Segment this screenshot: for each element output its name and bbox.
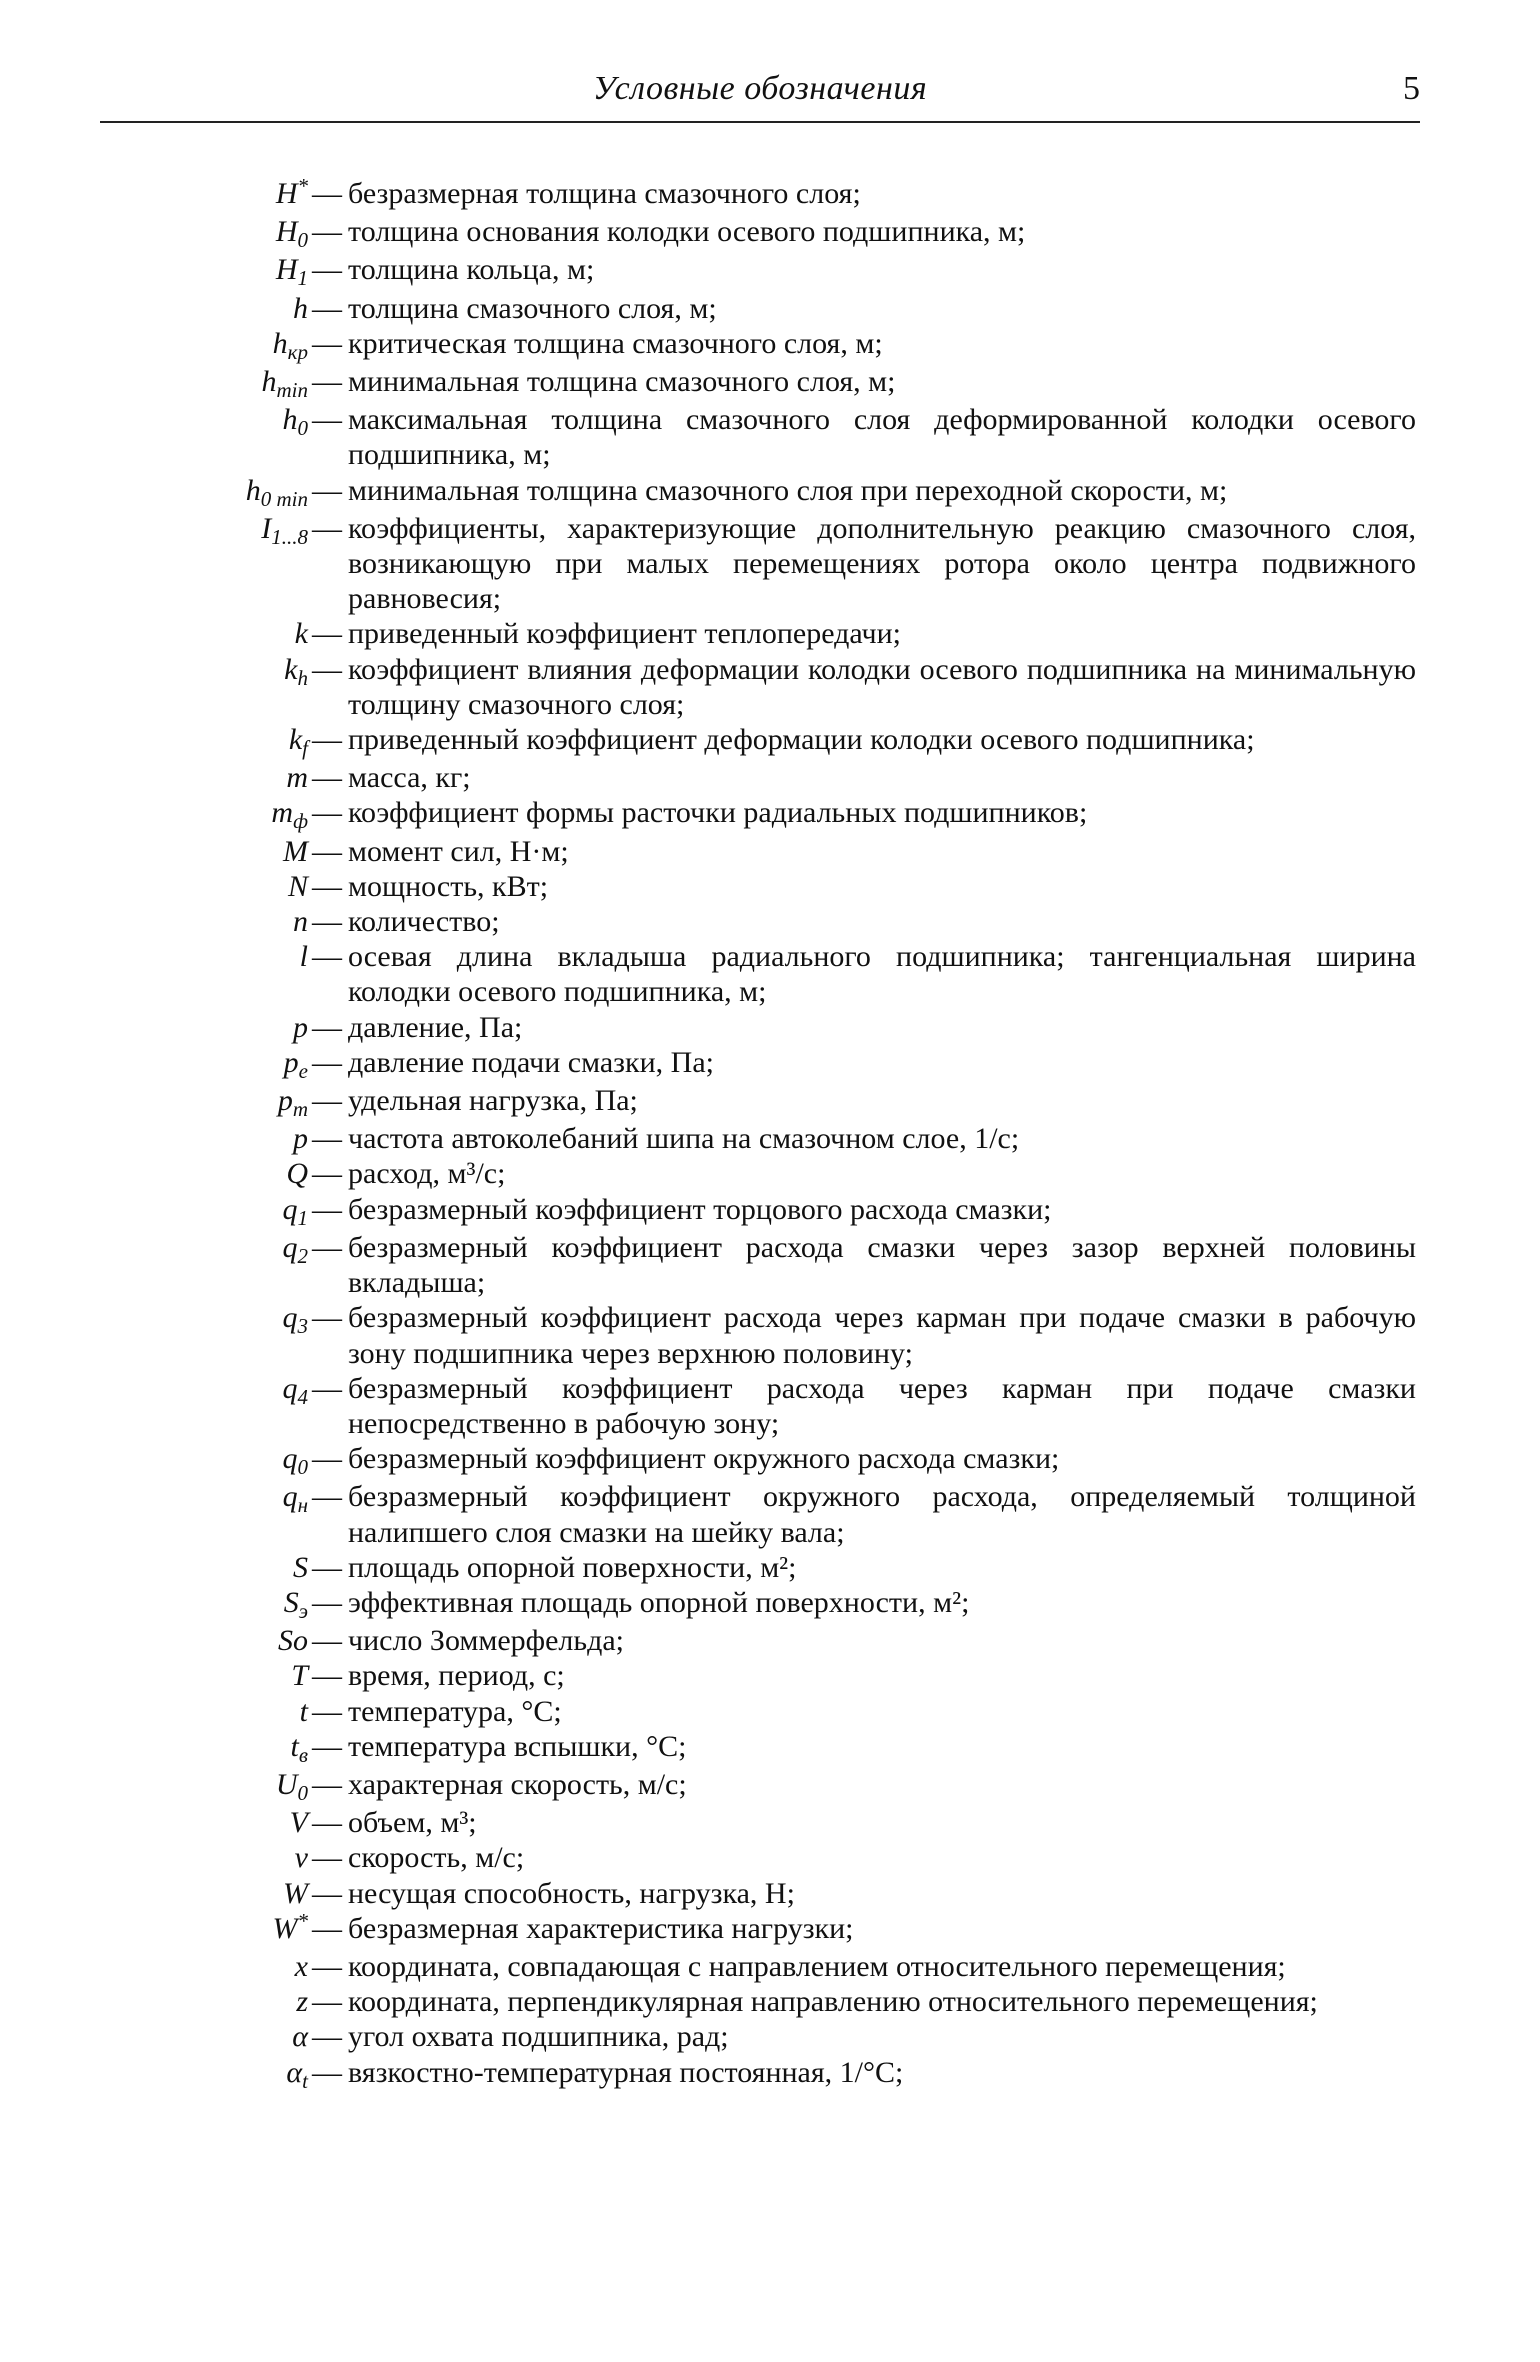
notation-symbol bbox=[160, 1623, 308, 1658]
notation-symbol bbox=[160, 1371, 308, 1409]
em-dash: — bbox=[312, 1480, 342, 1514]
notation-entry bbox=[160, 834, 1416, 869]
notation-description: приведенный коэффициент теплопередачи; bbox=[348, 617, 901, 651]
symbol-base: α bbox=[292, 2020, 308, 2054]
notation-entry bbox=[160, 1949, 1416, 1984]
notation-entry bbox=[160, 1156, 1416, 1191]
notation-entry bbox=[160, 1010, 1416, 1045]
symbol-subscript: 1 bbox=[297, 1205, 308, 1230]
symbol-base: k bbox=[284, 652, 298, 686]
notation-description: коэффициенты, характеризующие дополнительную реакцию смазочного слоя, возникающую при малых перемещениях ротора около центра подвижного равновесия; bbox=[348, 511, 1416, 616]
notation-symbol bbox=[160, 1121, 308, 1156]
em-dash: — bbox=[312, 473, 342, 507]
notation-entry bbox=[160, 252, 1416, 290]
notation-symbol bbox=[160, 1949, 308, 1984]
symbol-base: α bbox=[286, 2055, 303, 2089]
notation-entry bbox=[160, 795, 1416, 833]
symbol-subscript: m bbox=[292, 1097, 308, 1122]
notation-symbol bbox=[160, 1876, 308, 1911]
em-dash: — bbox=[312, 1301, 342, 1335]
em-dash: — bbox=[312, 1045, 342, 1079]
notation-description: приведенный коэффициент деформации колодки осевого подшипника; bbox=[348, 723, 1255, 757]
notation-entry bbox=[160, 652, 1416, 722]
notation-symbol bbox=[160, 1479, 308, 1517]
symbol-base: h bbox=[293, 291, 308, 325]
symbol-subscript: 0 bbox=[297, 228, 308, 253]
notation-entry bbox=[160, 1441, 1416, 1479]
em-dash: — bbox=[312, 215, 342, 249]
notation-symbol bbox=[160, 904, 308, 939]
symbol-subscript: min bbox=[276, 378, 308, 403]
notation-entry bbox=[160, 1767, 1416, 1805]
page-number: 5 bbox=[1403, 70, 1420, 107]
notation-description: время, период, с; bbox=[348, 1659, 565, 1693]
em-dash: — bbox=[312, 723, 342, 757]
symbol-base: S bbox=[293, 1550, 308, 1584]
notation-symbol bbox=[160, 1010, 308, 1045]
notation-symbol bbox=[160, 869, 308, 904]
notation-description: критическая толщина смазочного слоя, м; bbox=[348, 326, 883, 360]
symbol-base: So bbox=[278, 1624, 308, 1658]
notation-entry bbox=[160, 1121, 1416, 1156]
notation-entry bbox=[160, 364, 1416, 402]
notation-symbol bbox=[160, 1230, 308, 1268]
notation-description: координата, совпадающая с направлением относительного перемещения; bbox=[348, 1949, 1286, 1983]
notation-symbol bbox=[160, 1083, 308, 1121]
notation-entry bbox=[160, 326, 1416, 364]
symbol-base: q bbox=[282, 1480, 298, 1514]
em-dash: — bbox=[312, 1806, 342, 1840]
notation-entry bbox=[160, 1805, 1416, 1840]
notation-symbol bbox=[160, 176, 308, 214]
symbol-base: h bbox=[245, 473, 261, 507]
notation-symbol bbox=[160, 1805, 308, 1840]
em-dash: — bbox=[312, 403, 342, 437]
notation-description: максимальная толщина смазочного слоя деформированной колодки осевого подшипника, м; bbox=[348, 403, 1416, 472]
em-dash: — bbox=[312, 1371, 342, 1405]
symbol-base: q bbox=[282, 1301, 298, 1335]
em-dash: — bbox=[312, 834, 342, 868]
notation-description: площадь опорной поверхности, м²; bbox=[348, 1550, 797, 1584]
notation-description: момент сил, Н·м; bbox=[348, 834, 569, 868]
symbol-subscript: ф bbox=[293, 809, 308, 834]
symbol-base: H bbox=[275, 177, 298, 210]
notation-entry bbox=[160, 722, 1416, 760]
notation-symbol bbox=[160, 2055, 308, 2093]
symbol-base: S bbox=[283, 1585, 299, 1619]
symbol-base: H bbox=[275, 215, 298, 249]
em-dash: — bbox=[312, 326, 342, 360]
notation-description: вязкостно-температурная постоянная, 1/°С; bbox=[348, 2055, 904, 2089]
notation-symbol bbox=[160, 616, 308, 651]
symbol-base: p bbox=[283, 1045, 299, 1079]
notation-description: толщина кольца, м; bbox=[348, 253, 595, 287]
notation-symbol bbox=[160, 1441, 308, 1479]
symbol-base: x bbox=[294, 1949, 308, 1983]
notation-symbol bbox=[160, 795, 308, 833]
symbol-subscript: 0 bbox=[297, 1455, 308, 1480]
notation-description: скорость, м/с; bbox=[348, 1841, 525, 1875]
em-dash: — bbox=[312, 177, 342, 210]
notation-symbol bbox=[160, 2019, 308, 2054]
symbol-subscript: кр bbox=[287, 339, 308, 364]
symbol-subscript: f bbox=[302, 736, 308, 761]
notation-symbol bbox=[160, 1694, 308, 1729]
em-dash: — bbox=[312, 2055, 342, 2089]
notation-entry bbox=[160, 1694, 1416, 1729]
symbol-subscript: н bbox=[297, 1493, 308, 1518]
notation-symbol bbox=[160, 1300, 308, 1338]
symbol-subscript: 0 bbox=[297, 416, 308, 441]
symbol-subscript: e bbox=[298, 1058, 308, 1083]
em-dash: — bbox=[312, 617, 342, 651]
symbol-base: p bbox=[277, 1084, 293, 1118]
symbol-base: l bbox=[299, 940, 308, 974]
symbol-superscript: * bbox=[297, 174, 308, 198]
symbol-base: m bbox=[286, 761, 308, 795]
symbol-base: H bbox=[275, 253, 298, 287]
notation-symbol bbox=[160, 291, 308, 326]
notation-entry bbox=[160, 1192, 1416, 1230]
symbol-base: v bbox=[294, 1841, 308, 1875]
notation-symbol bbox=[160, 402, 308, 440]
notation-symbol bbox=[160, 652, 308, 690]
em-dash: — bbox=[312, 1949, 342, 1983]
notation-description: число Зоммерфельда; bbox=[348, 1624, 624, 1658]
em-dash: — bbox=[312, 1694, 342, 1728]
notation-description: температура вспышки, °С; bbox=[348, 1729, 687, 1763]
em-dash: — bbox=[312, 1767, 342, 1801]
symbol-base: T bbox=[291, 1659, 308, 1693]
notation-description: удельная нагрузка, Па; bbox=[348, 1084, 638, 1118]
symbol-subscript: 1...8 bbox=[271, 524, 308, 549]
notation-description: минимальная толщина смазочного слоя при переходной скорости, м; bbox=[348, 473, 1228, 507]
em-dash: — bbox=[312, 905, 342, 939]
symbol-base: q bbox=[282, 1192, 298, 1226]
symbol-base: n bbox=[293, 905, 308, 939]
notation-entry bbox=[160, 1479, 1416, 1549]
notation-description: безразмерная характеристика нагрузки; bbox=[348, 1911, 854, 1945]
notation-description: толщина смазочного слоя, м; bbox=[348, 291, 717, 325]
symbol-base: t bbox=[299, 1694, 308, 1728]
notation-description: координата, перпендикулярная направлению относительного перемещения; bbox=[348, 1985, 1318, 2019]
notation-symbol bbox=[160, 1767, 308, 1805]
em-dash: — bbox=[312, 1659, 342, 1693]
notation-symbol bbox=[160, 1729, 308, 1767]
notation-symbol bbox=[160, 939, 308, 974]
em-dash: — bbox=[312, 1985, 342, 2019]
notation-description: объем, м³; bbox=[348, 1806, 477, 1840]
notation-entry bbox=[160, 511, 1416, 617]
symbol-base: Q bbox=[286, 1157, 308, 1191]
notation-description: частота автоколебаний шипа на смазочном слое, 1/с; bbox=[348, 1122, 1020, 1156]
em-dash: — bbox=[312, 1841, 342, 1875]
notation-symbol bbox=[160, 1908, 308, 1949]
symbol-subscript: 2 bbox=[297, 1243, 308, 1268]
notation-entry bbox=[160, 2055, 1416, 2093]
notation-symbol bbox=[160, 834, 308, 869]
notation-symbol bbox=[160, 1156, 308, 1191]
symbol-base: W bbox=[283, 1876, 308, 1910]
notation-description: количество; bbox=[348, 905, 500, 939]
notation-symbol bbox=[160, 1658, 308, 1693]
notation-symbol bbox=[160, 364, 308, 402]
em-dash: — bbox=[312, 1911, 342, 1945]
symbol-base: t bbox=[290, 1729, 299, 1763]
notation-description: минимальная толщина смазочного слоя, м; bbox=[348, 365, 896, 399]
notation-entry bbox=[160, 1371, 1416, 1441]
em-dash: — bbox=[312, 365, 342, 399]
notation-description: давление, Па; bbox=[348, 1010, 523, 1044]
notation-entry bbox=[160, 1908, 1416, 1949]
symbol-base: V bbox=[289, 1806, 308, 1840]
notation-entry bbox=[160, 402, 1416, 472]
notation-entry bbox=[160, 904, 1416, 939]
notation-description: угол охвата подшипника, рад; bbox=[348, 2020, 729, 2054]
notation-entry bbox=[160, 616, 1416, 651]
notation-symbol bbox=[160, 1045, 308, 1083]
notation-entry bbox=[160, 176, 1416, 214]
em-dash: — bbox=[312, 869, 342, 903]
em-dash: — bbox=[312, 1084, 342, 1118]
notation-description: безразмерный коэффициент окружного расхода смазки; bbox=[348, 1442, 1060, 1476]
notation-symbol bbox=[160, 1192, 308, 1230]
notation-description: коэффициент влияния деформации колодки осевого подшипника на минимальную толщину смазочного слоя; bbox=[348, 652, 1416, 721]
symbol-base: N bbox=[287, 869, 308, 903]
notation-description: безразмерная толщина смазочного слоя; bbox=[348, 177, 861, 210]
notation-symbol bbox=[160, 1550, 308, 1585]
symbol-base: I bbox=[261, 511, 272, 545]
notation-entry bbox=[160, 869, 1416, 904]
symbol-base: M bbox=[283, 834, 308, 868]
notation-list bbox=[160, 176, 1416, 2093]
symbol-base: q bbox=[282, 1371, 298, 1405]
em-dash: — bbox=[312, 1442, 342, 1476]
notation-description: безразмерный коэффициент расхода смазки через зазор верхней половины вкладыша; bbox=[348, 1230, 1416, 1300]
symbol-subscript: 0 bbox=[297, 1780, 308, 1805]
notation-description: расход, м³/с; bbox=[348, 1157, 506, 1191]
symbol-subscript: h bbox=[297, 665, 308, 690]
notation-entry bbox=[160, 1984, 1416, 2019]
em-dash: — bbox=[312, 1876, 342, 1910]
symbol-base: W bbox=[272, 1911, 298, 1945]
em-dash: — bbox=[312, 1192, 342, 1226]
notation-entry bbox=[160, 291, 1416, 326]
notation-description: коэффициент формы расточки радиальных подшипников; bbox=[348, 796, 1088, 830]
em-dash: — bbox=[312, 652, 342, 686]
notation-entry bbox=[160, 1045, 1416, 1083]
symbol-subscript: 0 min bbox=[260, 486, 308, 511]
notation-entry bbox=[160, 939, 1416, 1009]
notation-description: характерная скорость, м/с; bbox=[348, 1767, 687, 1801]
em-dash: — bbox=[312, 1010, 342, 1044]
notation-description: безразмерный коэффициент торцового расхода смазки; bbox=[348, 1192, 1052, 1226]
symbol-base: h bbox=[282, 403, 298, 437]
symbol-base: k bbox=[288, 723, 303, 757]
em-dash: — bbox=[312, 1585, 342, 1619]
symbol-base: m bbox=[271, 796, 294, 830]
notation-description: толщина основания колодки осевого подшипника, м; bbox=[348, 215, 1026, 249]
symbol-subscript: 4 bbox=[297, 1384, 308, 1409]
notation-description: безразмерный коэффициент окружного расхода, определяемый толщиной налипшего слоя смазки на шейку вала; bbox=[348, 1480, 1416, 1549]
notation-description: мощность, кВт; bbox=[348, 869, 549, 903]
em-dash: — bbox=[312, 1122, 342, 1156]
symbol-base: k bbox=[294, 617, 308, 651]
symbol-base: z bbox=[296, 1985, 308, 2019]
notation-description: осевая длина вкладыша радиального подшипника; тангенциальная ширина колодки осевого подшипника, м; bbox=[348, 940, 1416, 1009]
notation-entry bbox=[160, 214, 1416, 252]
symbol-subscript: 1 bbox=[297, 266, 308, 291]
notation-entry bbox=[160, 473, 1416, 511]
notation-symbol bbox=[160, 214, 308, 252]
page-title: Условные обозначения bbox=[592, 70, 928, 107]
em-dash: — bbox=[312, 253, 342, 287]
symbol-subscript: 3 bbox=[297, 1314, 308, 1339]
notation-symbol bbox=[160, 722, 308, 760]
symbol-base: U bbox=[275, 1767, 298, 1801]
notation-entry bbox=[160, 1300, 1416, 1370]
em-dash: — bbox=[312, 291, 342, 325]
header-rule bbox=[100, 121, 1420, 123]
em-dash: — bbox=[312, 511, 342, 545]
notation-description: эффективная площадь опорной поверхности, м²; bbox=[348, 1585, 970, 1619]
symbol-subscript: в bbox=[298, 1742, 308, 1767]
em-dash: — bbox=[312, 940, 342, 974]
symbol-subscript: э bbox=[298, 1598, 308, 1623]
em-dash: — bbox=[312, 761, 342, 795]
notation-entry bbox=[160, 1585, 1416, 1623]
notation-description: масса, кг; bbox=[348, 761, 471, 795]
running-head bbox=[100, 70, 1420, 120]
symbol-subscript: t bbox=[302, 2068, 308, 2093]
notation-description: несущая способность, нагрузка, Н; bbox=[348, 1876, 795, 1910]
symbol-base: p bbox=[293, 1010, 308, 1044]
em-dash: — bbox=[312, 1157, 342, 1191]
em-dash: — bbox=[312, 1729, 342, 1763]
notation-description: давление подачи смазки, Па; bbox=[348, 1045, 714, 1079]
notation-entry bbox=[160, 1840, 1416, 1875]
em-dash: — bbox=[312, 1550, 342, 1584]
notation-symbol bbox=[160, 760, 308, 795]
em-dash: — bbox=[312, 796, 342, 830]
notation-symbol bbox=[160, 252, 308, 290]
notation-symbol bbox=[160, 511, 308, 549]
em-dash: — bbox=[312, 1624, 342, 1658]
symbol-superscript: * bbox=[297, 1908, 308, 1933]
notation-entry bbox=[160, 1083, 1416, 1121]
notation-symbol bbox=[160, 1984, 308, 2019]
symbol-base: q bbox=[282, 1442, 298, 1476]
notation-entry bbox=[160, 760, 1416, 795]
notation-entry bbox=[160, 1729, 1416, 1767]
notation-entry bbox=[160, 1230, 1416, 1300]
notation-entry bbox=[160, 1658, 1416, 1693]
notation-description: температура, °С; bbox=[348, 1694, 562, 1728]
notation-entry bbox=[160, 1876, 1416, 1911]
symbol-base: q bbox=[282, 1230, 298, 1264]
notation-symbol bbox=[160, 1840, 308, 1875]
symbol-base: h bbox=[261, 365, 277, 399]
notation-entry bbox=[160, 1623, 1416, 1658]
symbol-base: h bbox=[272, 326, 288, 360]
notation-symbol bbox=[160, 1585, 308, 1623]
notation-description: безразмерный коэффициент расхода через карман при подаче смазки непосредственно в рабочую зону; bbox=[348, 1371, 1416, 1440]
notation-entry bbox=[160, 1550, 1416, 1585]
notation-symbol bbox=[160, 326, 308, 364]
notation-entry bbox=[160, 2019, 1416, 2054]
notation-description: безразмерный коэффициент расхода через карман при подаче смазки в рабочую зону подшипника через верхнюю половину; bbox=[348, 1301, 1416, 1370]
em-dash: — bbox=[312, 1230, 342, 1264]
symbol-base: p bbox=[293, 1122, 308, 1156]
em-dash: — bbox=[312, 2020, 342, 2054]
notation-symbol bbox=[160, 473, 308, 511]
